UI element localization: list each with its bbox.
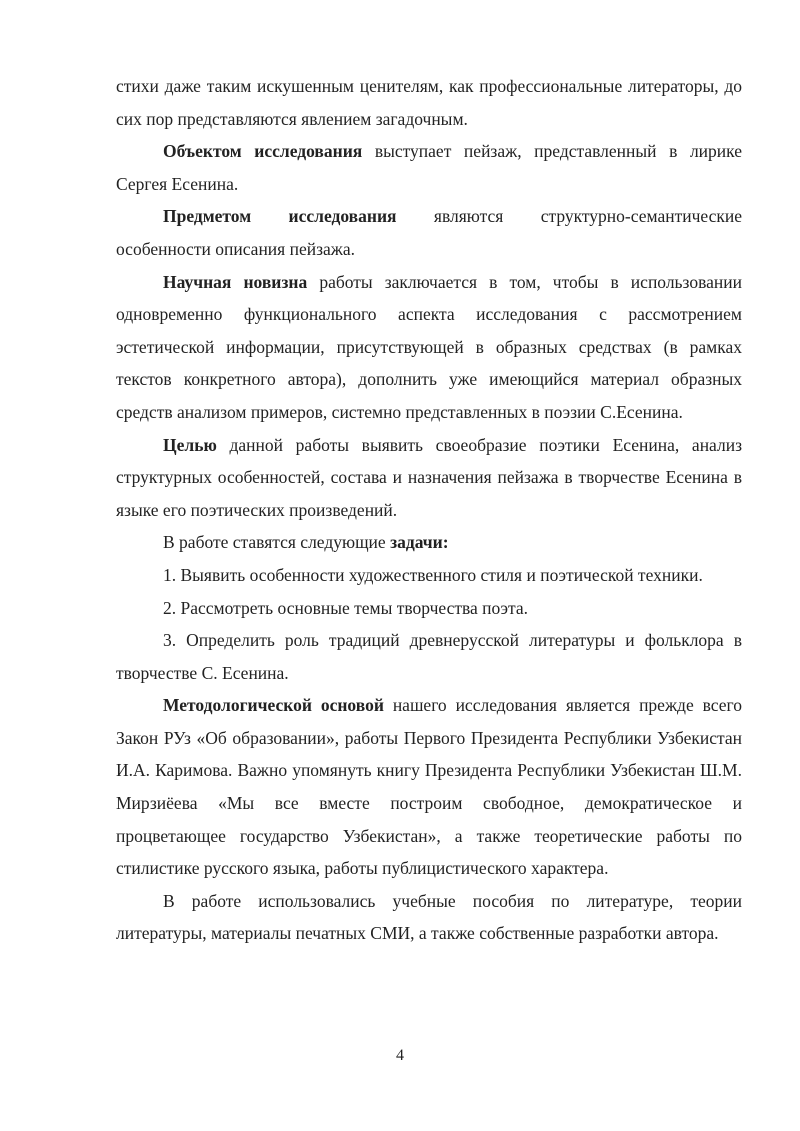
paragraph-object [116, 135, 742, 200]
paragraph-text: стихи даже таким искушенным ценителям, как профессиональные литераторы, до сих пор представляются явлением загадочным. [116, 76, 742, 129]
paragraph-lead: Методологической основой [163, 695, 384, 716]
paragraph-subject [116, 200, 742, 265]
paragraph-text: В работе использовались учебные пособия по литературе, теории литературы, материалы печатных СМИ, а также собственные разработки автора. [116, 890, 742, 944]
task-text: 1. Выявить особенности художественного стиля и поэтической техники. [163, 564, 703, 585]
paragraph-goal [116, 429, 742, 527]
paragraph-lead: Объектом исследования [163, 141, 363, 162]
document-page [116, 70, 742, 950]
paragraph-text: работы заключается в том, чтобы в использовании одновременно функционального аспекта исследования с рассмотрением эстетической информации, присутствующей в образных средствах (в рамках текстов конкретного автора), дополнить уже имеющийся материал образных средств анализом примеров, системно представленных в поэзии С.Есенина. [116, 271, 742, 422]
task-item-3 [116, 624, 742, 689]
paragraph-lead: Предметом исследования [163, 206, 397, 227]
paragraph-bold: задачи: [390, 532, 449, 553]
paragraph-text: данной работы выявить своеобразие поэтики Есенина, анализ структурных особенностей, состава и назначения пейзажа в творчестве Есенина в языке его поэтических произведений. [116, 434, 742, 520]
paragraph-methodology [116, 689, 742, 885]
paragraph-lead: Целью [163, 434, 217, 455]
task-item-2 [116, 592, 742, 625]
paragraph-text: В работе ставятся следующие [163, 532, 391, 553]
task-item-1 [116, 559, 742, 592]
paragraph-text: выступает пейзаж, представленный в лирике Сергея Есенина. [116, 141, 743, 194]
paragraph-novelty [116, 266, 742, 429]
paragraph-sources [116, 885, 742, 950]
paragraph-text: являются структурно-семантические особенности описания пейзажа. [116, 206, 742, 259]
paragraph-tasks-intro [116, 526, 742, 559]
paragraph-lead: Научная новизна [163, 271, 308, 292]
paragraph-text: нашего исследования является прежде всего Закон РУз «Об образовании», работы Первого Президента Республики Узбекистан И.А. Каримова. Важно упомянуть книгу Президента Республики Узбекистан Ш.М. Мирзиёева «Мы все вместе построим свободное, демократическое и процветающее государство Узбекистан», а также теоретические работы по стилистике русского языка, работы публицистического характера. [116, 695, 742, 879]
task-text: 2. Рассмотреть основные темы творчества поэта. [163, 597, 529, 618]
page-number: 4 [396, 1047, 404, 1064]
task-text: 3. Определить роль традиций древнерусской литературы и фольклора в творчестве С. Есенина. [116, 630, 742, 683]
paragraph-intro-continuation [116, 70, 742, 135]
